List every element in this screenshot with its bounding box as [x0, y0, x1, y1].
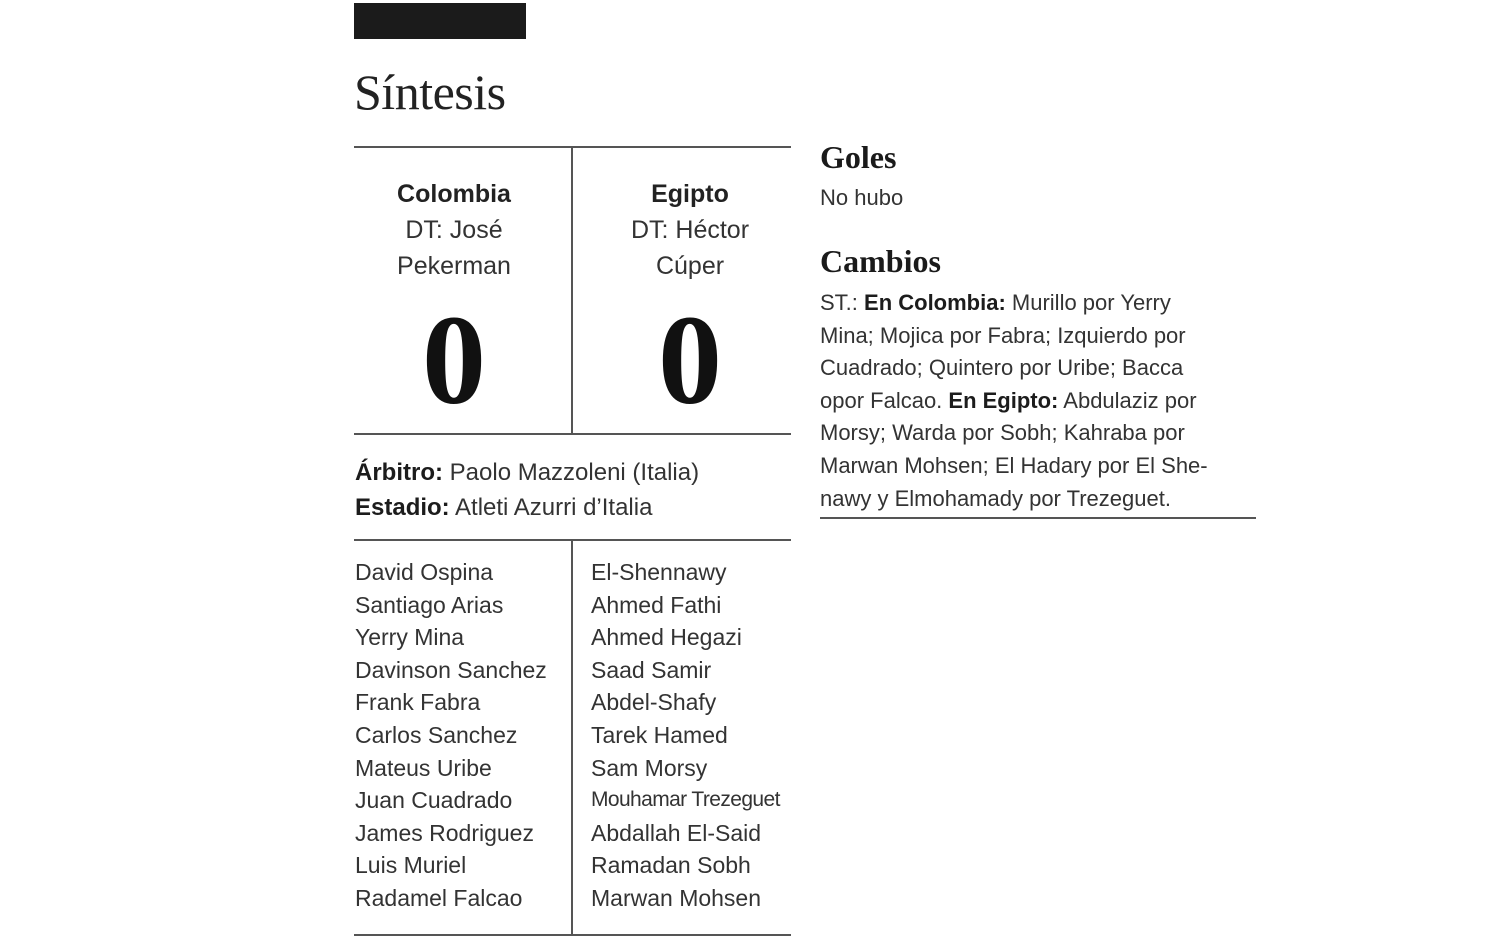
lineup-away-player: Marwan Mohsen	[591, 884, 762, 911]
team-home-coach-line1: DT: José	[405, 216, 503, 244]
lineup-away-player: Abdallah El-Said	[591, 819, 762, 846]
goles-text: No hubo	[820, 185, 904, 210]
divider-scoreboard-center	[571, 147, 573, 434]
divider-lineups-bottom	[354, 934, 791, 936]
lineup-home-player: Carlos Sanchez	[355, 721, 518, 748]
team-away-coach-line1: DT: Héctor	[630, 216, 750, 244]
cambios-text-fragment: opor Falcao.	[820, 387, 949, 413]
cambios-line: nawy y Elmohamady por Trezeguet.	[820, 485, 1171, 511]
cambios-text-fragment: Murillo por Yerry	[1005, 290, 1171, 315]
lineup-home-player: Santiago Arias	[355, 591, 504, 618]
lineup-home-player: Mateus Uribe	[355, 754, 492, 781]
lineup-home-player: Luis Muriel	[355, 852, 467, 879]
lineup-away-player: Tarek Hamed	[591, 721, 728, 748]
team-home-score: 0	[422, 289, 486, 431]
lineup-home-player: Radamel Falcao	[355, 884, 523, 911]
team-home-coach-line2: Pekerman	[397, 252, 511, 280]
divider-cambios-bottom	[820, 517, 1256, 519]
lineup-away-player: El-Shennawy	[591, 559, 727, 585]
stadium-line	[355, 490, 652, 526]
cambios-line	[820, 287, 1260, 320]
lineup-home	[355, 556, 547, 915]
lineup-home-player: Yerry Mina	[355, 624, 465, 651]
lineup-away-player: Ramadan Sobh	[591, 852, 751, 879]
cambios-egipto-label: En Egipto:	[948, 387, 1059, 413]
cambios-line	[820, 385, 1260, 418]
divider-lineups-center	[571, 540, 573, 935]
team-home-name: Colombia	[397, 180, 511, 208]
divider-scoreboard-bottom	[354, 433, 791, 435]
team-away-name: Egipto	[651, 180, 729, 208]
lineup-home-player: Davinson Sanchez	[355, 656, 547, 683]
lineup-away-player: Abdel-Shafy	[591, 689, 717, 716]
lineup-away	[591, 556, 780, 915]
cambios-line: Morsy; Warda por Sobh; Kahraba por	[820, 420, 1185, 446]
cambios-line: Mina; Mojica por Fabra; Izquierdo por	[820, 322, 1186, 348]
lineup-away-player: Mouhamar Trezeguet	[591, 788, 780, 812]
team-away	[590, 176, 790, 284]
lineup-away-player: Sam Morsy	[591, 754, 708, 781]
team-away-coach-line2: Cúper	[655, 252, 725, 280]
cambios-text	[820, 287, 1260, 515]
lineup-away-player: Saad Samir	[591, 656, 712, 683]
cambios-colombia-label: En Colombia:	[864, 290, 1006, 315]
lineup-home-player: David Ospina	[355, 559, 494, 585]
lineup-away-player: Ahmed Hegazi	[591, 624, 742, 651]
lineup-home-player: Juan Cuadrado	[355, 787, 513, 814]
page-title: Síntesis	[354, 64, 506, 120]
cambios-line: Marwan Mohsen; El Hadary por El She-	[820, 452, 1208, 478]
cambios-prefix: ST.:	[820, 290, 865, 315]
referee-label: Árbitro:	[355, 459, 443, 486]
lineup-home-player: Frank Fabra	[355, 689, 481, 716]
stadium-label: Estadio:	[355, 494, 450, 521]
cambios-text-fragment: Abdulaziz por	[1058, 387, 1197, 413]
lineup-away-player: Ahmed Fathi	[591, 591, 722, 618]
section-tag-bar	[354, 3, 526, 39]
team-home	[354, 176, 554, 284]
referee-value: Paolo Mazzoleni (Italia)	[442, 459, 700, 486]
referee-line	[355, 455, 699, 491]
cambios-heading: Cambios	[820, 243, 941, 279]
cambios-line: Cuadrado; Quintero por Uribe; Bacca	[820, 355, 1184, 381]
team-away-score: 0	[658, 289, 722, 431]
lineup-home-player: James Rodriguez	[355, 819, 534, 846]
stadium-value: Atleti Azurri d’Italia	[449, 494, 653, 521]
goles-heading: Goles	[820, 139, 897, 175]
